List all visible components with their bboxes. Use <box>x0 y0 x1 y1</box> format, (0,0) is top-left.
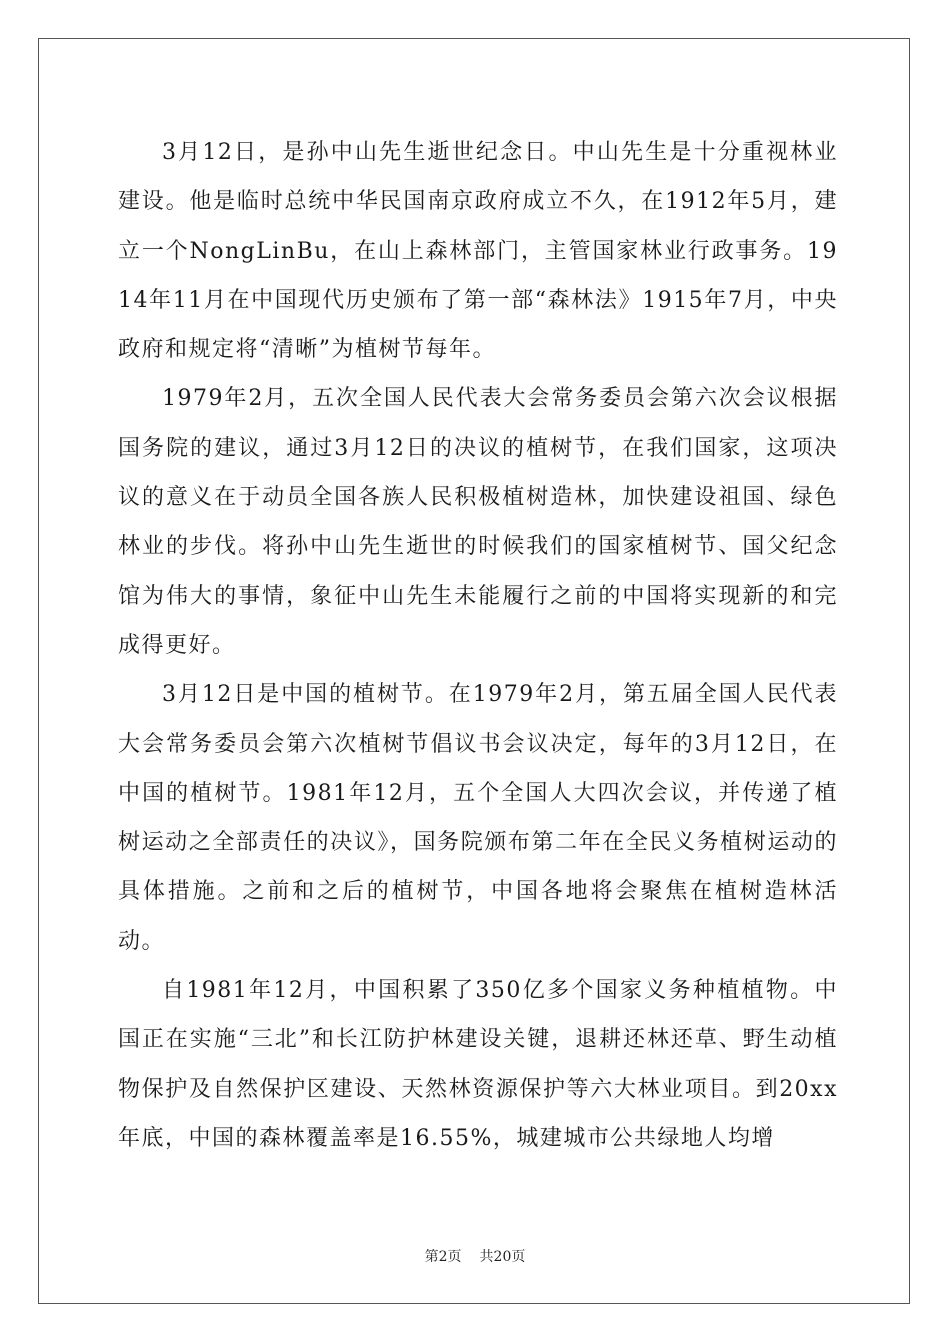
paragraph: 1979年2月，五次全国人民代表大会常务委员会第六次会议根据国务院的建议，通过3月12日的决议的植树节，在我们国家，这项决议的意义在于动员全国各族人民积极植树造林，加快建设祖国、绿色林业的步伐。将孙中山先生逝世的时候我们的国家植树节、国父纪念馆为伟大的事情，象征中山先生未能履行之前的中国将实现新的和完成得更好。 <box>118 386 838 658</box>
page-total: 共20页 <box>479 1249 526 1265</box>
page-footer <box>0 1246 950 1266</box>
page-number: 第2页 <box>424 1249 462 1265</box>
paragraph: 3月12日，是孙中山先生逝世纪念日。中山先生是十分重视林业建设。他是临时总统中华民国南京政府成立不久，在1912年5月，建立一个NongLinBu，在山上森林部门，主管国家林业行政事务。1914年11月在中国现代历史颁布了第一部“森林法》1915年7月，中央政府和规定将“清晰”为植树节每年。 <box>118 140 838 363</box>
paragraph: 3月12日是中国的植树节。在1979年2月，第五届全国人民代表大会常务委员会第六次植树节倡议书会议决定，每年的3月12日，在中国的植树节。1981年12月，五个全国人大四次会议，并传递了植树运动之全部责任的决议》，国务院颁布第二年在全民义务植树运动的具体措施。之前和之后的植树节，中国各地将会聚焦在植树造林活动。 <box>118 682 838 954</box>
document-body <box>118 128 838 1163</box>
paragraph: 自1981年12月，中国积累了350亿多个国家义务种植植物。中国正在实施“三北”和长江防护林建设关键，退耕还林还草、野生动植物保护及自然保护区建设、天然林资源保护等六大林业项目。到20xx年底，中国的森林覆盖率是16.55%，城建城市公共绿地人均增 <box>118 978 838 1151</box>
